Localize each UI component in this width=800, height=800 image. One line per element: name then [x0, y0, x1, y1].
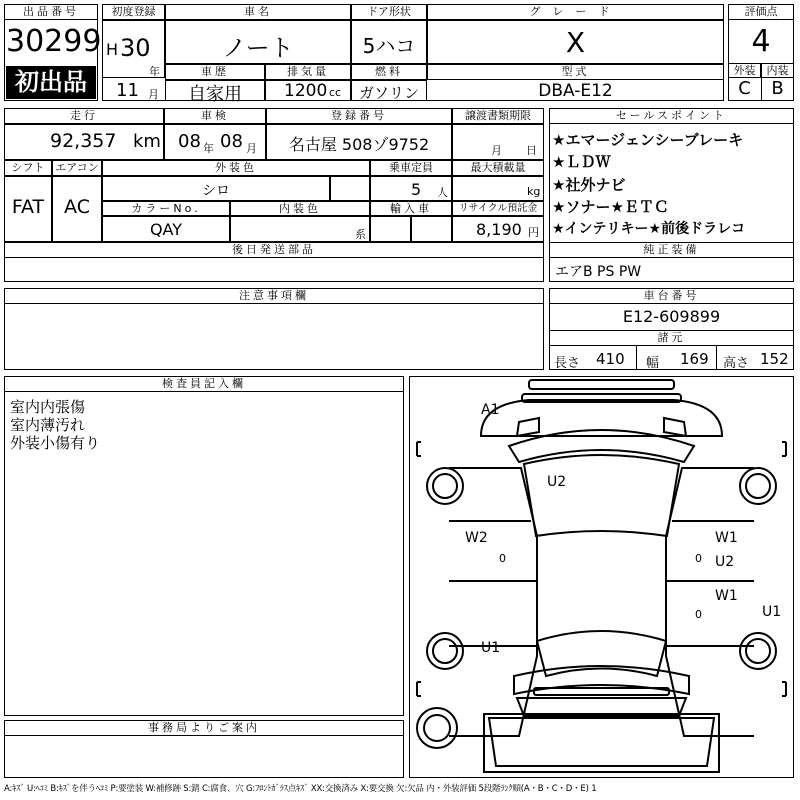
color-no-label: カラーNo.: [102, 201, 230, 216]
mark-zero: 0: [499, 552, 506, 565]
sales-point-item: ★ＬＤＷ: [552, 153, 611, 171]
recycle-label: リサイクル預託金: [452, 201, 544, 216]
mark-zero: 0: [695, 552, 702, 565]
mark-a1: A1: [481, 402, 500, 418]
mileage-label: 走行: [4, 108, 164, 124]
score-value: 4: [751, 24, 771, 59]
width-value: 169: [680, 350, 709, 368]
inspector-line: 外装小傷有り: [10, 434, 101, 452]
office-label: 事務局よりご案内: [4, 720, 404, 736]
recycle-unit: 円: [528, 226, 539, 239]
ext-score-label: 外装: [728, 63, 761, 78]
genuine-equip-label: 純正装備: [549, 242, 794, 258]
shift-label: シフト: [4, 160, 52, 176]
mark-w2: W2: [465, 530, 488, 546]
int-color-unit: 系: [355, 228, 366, 241]
mark-zero: 0: [695, 608, 702, 621]
sales-points-label: セールスポイント: [549, 108, 794, 124]
mark-u2-right: U2: [715, 554, 735, 570]
history-label: 車歴: [165, 64, 265, 80]
inspection-year-unit: 年: [203, 142, 214, 155]
mark-u1-right: U1: [762, 604, 782, 620]
sales-point-item: ★ソナー★ＥＴＣ: [552, 198, 669, 216]
mark-w1-a: W1: [715, 530, 738, 546]
dims-label: 諸元: [549, 330, 794, 346]
registration-label: 登録番号: [266, 108, 452, 124]
grade-label: グレード: [427, 4, 724, 20]
length-label: 長さ: [554, 356, 581, 371]
height-label: 高さ: [723, 356, 750, 371]
import-label: 輸入車: [370, 201, 452, 216]
displacement-value: 1200: [284, 81, 328, 101]
car-name-value: ノート: [222, 34, 294, 62]
later-parts-label: 後日発送部品: [4, 242, 544, 258]
shift-value: FAT: [11, 196, 45, 218]
model-code-label: 型式: [427, 64, 724, 80]
first-reg-label: 初度登録: [102, 4, 165, 20]
grade-value: X: [565, 26, 586, 59]
mark-u1-left: U1: [481, 640, 501, 656]
inspection-month-unit: 月: [246, 142, 257, 155]
car-name-label: 車名: [165, 4, 351, 20]
color-no-value: QAY: [149, 220, 183, 239]
inspector-label: 検査員記入欄: [4, 376, 404, 392]
max-load-unit: kg: [527, 185, 541, 198]
legend-text: A:ｷｽﾞ U:ﾍｺﾐ B:ｷｽﾞを伴うﾍｺﾐ P:要塗装 W:補修跡 S:錆 C:腐食、穴 G:ﾌﾛﾝﾄｶﾞﾗｽ点ｷｽﾞ XX:交換済み X:要交換 欠:欠品 内・外装評価 5段階ﾗﾝｸ順(A・B・C・D・E) 1: [4, 784, 597, 794]
ext-color-label: 外装色: [102, 160, 370, 176]
model-code-value: DBA-E12: [538, 81, 613, 101]
length-value: 410: [596, 350, 625, 368]
int-score-label: 内装: [761, 63, 794, 78]
inspector-line: 室内内張傷: [10, 398, 86, 416]
capacity-label: 乗車定員: [370, 160, 452, 176]
aircon-label: エアコン: [52, 160, 102, 176]
car-diagram: [409, 376, 794, 778]
width-label: 幅: [646, 356, 660, 371]
int-score-value: B: [771, 78, 784, 99]
first-reg-year: 30: [120, 34, 151, 62]
recycle-value: 8,190: [476, 220, 522, 239]
inspection-month: 08: [220, 131, 243, 152]
transfer-label: 譲渡書類期限: [452, 108, 544, 124]
inspection-year: 08: [178, 131, 201, 152]
fuel-value: ガソリン: [358, 84, 419, 102]
int-color-label: 内装色: [230, 201, 370, 216]
displacement-unit: cc: [329, 86, 342, 99]
first-reg-era: H: [106, 40, 119, 59]
mileage-value: 92,357: [50, 130, 117, 152]
capacity-unit: 人: [437, 186, 448, 199]
genuine-equip-value: エアB PS PW: [555, 264, 642, 280]
sales-point-item: ★エマージェンシーブレーキ: [552, 131, 744, 149]
transfer-month-unit: 月: [491, 144, 502, 157]
mileage-unit: km: [133, 131, 161, 152]
first-reg-month: 11: [116, 80, 139, 101]
notes-label: 注意事項欄: [4, 288, 544, 304]
door-value: 5ハコ: [362, 34, 416, 58]
max-load-label: 最大積載量: [452, 160, 544, 176]
door-label: ドア形状: [351, 4, 427, 20]
sales-point-item: ★社外ナビ: [552, 176, 626, 194]
score-label: 評価点: [728, 4, 794, 20]
height-value: 152: [760, 350, 789, 368]
history-value: 自家用: [188, 84, 242, 105]
sales-point-item: ★インテリキー★前後ドラレコ: [552, 221, 746, 237]
chassis-value: E12-609899: [622, 307, 721, 326]
mark-u2-top: U2: [547, 474, 567, 490]
aircon-value: AC: [64, 196, 90, 218]
chassis-label: 車台番号: [549, 288, 794, 304]
capacity-value: 5: [411, 180, 422, 199]
first-listing-badge: 初出品: [6, 66, 96, 99]
ext-score-value: C: [738, 78, 751, 99]
first-reg-month-unit: 月: [148, 88, 159, 101]
ext-color-value: シロ: [202, 183, 230, 199]
displacement-label: 排気量: [265, 64, 351, 80]
lot-number: 30299: [6, 24, 102, 59]
inspection-label: 車検: [164, 108, 266, 124]
mark-w1-b: W1: [715, 588, 738, 604]
registration-value: 名古屋 508ゾ9752: [288, 135, 430, 154]
inspector-line: 室内薄汚れ: [10, 416, 86, 434]
fuel-label: 燃料: [351, 64, 427, 80]
first-reg-year-unit: 年: [149, 65, 160, 78]
transfer-day-unit: 日: [526, 144, 537, 157]
lot-label: 出品番号: [4, 4, 98, 20]
